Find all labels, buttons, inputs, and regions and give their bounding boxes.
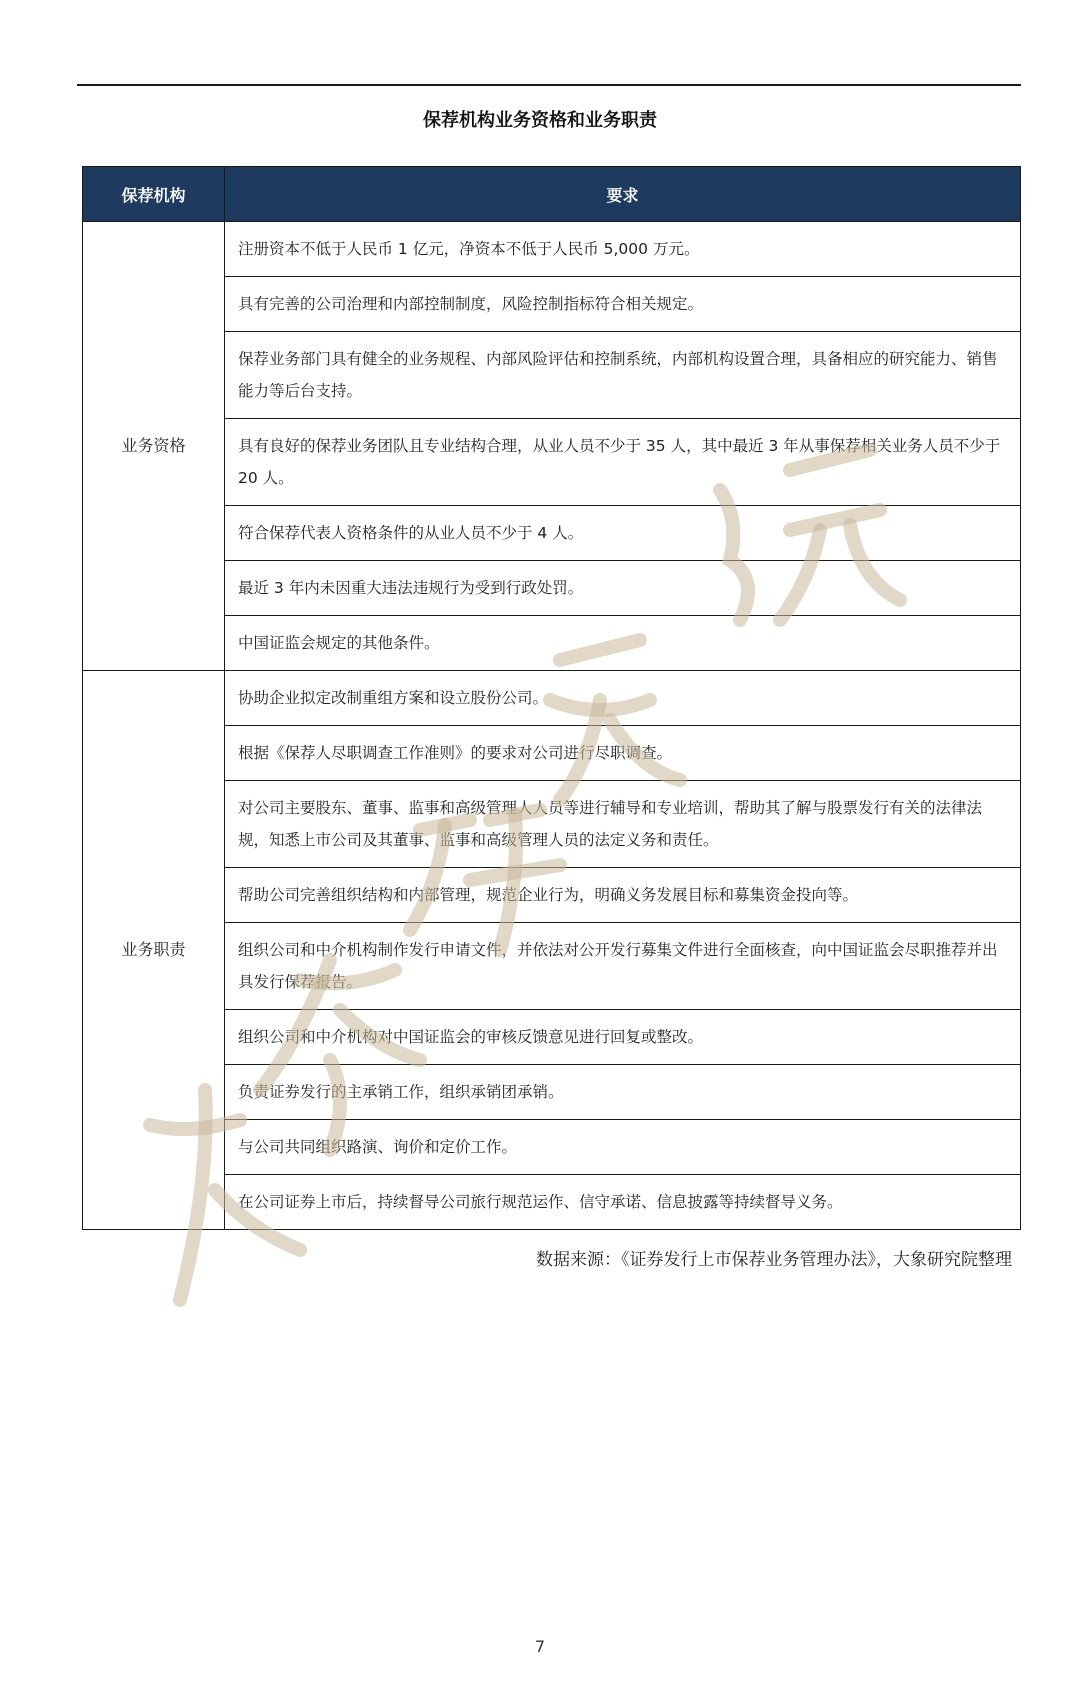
header-requirements: 要求 [225,167,1021,222]
doc-title: 保荐机构业务资格和业务职责 [423,110,657,131]
category-cell-qualification: 业务资格 [83,222,225,671]
table-header-row [83,167,1021,222]
requirements-table [82,166,1021,1230]
requirement-cell: 符合保荐代表人资格条件的从业人员不少于 4 人。 [225,506,1021,561]
requirement-cell: 保荐业务部门具有健全的业务规程、内部风险评估和控制系统，内部机构设置合理，具备相应的研究能力、销售能力等后台支持。 [225,332,1021,419]
header-institution: 保荐机构 [83,167,225,222]
requirement-cell: 组织公司和中介机构对中国证监会的审核反馈意见进行回复或整改。 [225,1010,1021,1065]
category-cell-duties: 业务职责 [83,671,225,1230]
requirement-cell: 中国证监会规定的其他条件。 [225,616,1021,671]
requirement-cell: 根据《保荐人尽职调查工作准则》的要求对公司进行尽职调查。 [225,726,1021,781]
top-rule [77,84,1021,86]
source-note: 数据来源：《证券发行上市保荐业务管理办法》，大象研究院整理 [536,1250,1012,1270]
requirement-cell: 负责证券发行的主承销工作，组织承销团承销。 [225,1065,1021,1120]
requirement-cell: 注册资本不低于人民币 1 亿元，净资本不低于人民币 5,000 万元。 [225,222,1021,277]
requirement-cell: 对公司主要股东、董事、监事和高级管理人人员等进行辅导和专业培训，帮助其了解与股票发行有关的法律法规，知悉上市公司及其董事、监事和高级管理人员的法定义务和责任。 [225,781,1021,868]
requirement-cell: 协助企业拟定改制重组方案和设立股份公司。 [225,671,1021,726]
requirement-cell: 在公司证券上市后，持续督导公司旅行规范运作、信守承诺、信息披露等持续督导义务。 [225,1175,1021,1230]
requirement-cell: 组织公司和中介机构制作发行申请文件，并依法对公开发行募集文件进行全面核查，向中国证监会尽职推荐并出具发行保荐报告。 [225,923,1021,1010]
requirement-cell: 帮助公司完善组织结构和内部管理，规范企业行为，明确义务发展目标和募集资金投向等。 [225,868,1021,923]
table-row [83,222,1021,277]
requirement-cell: 与公司共同组织路演、询价和定价工作。 [225,1120,1021,1175]
requirement-cell: 具有良好的保荐业务团队且专业结构合理，从业人员不少于 35 人，其中最近 3 年从事保荐相关业务人员不少于 20 人。 [225,419,1021,506]
table-row [83,671,1021,726]
page-number: 7 [534,1637,546,1656]
requirement-cell: 最近 3 年内未因重大违法违规行为受到行政处罚。 [225,561,1021,616]
requirement-cell: 具有完善的公司治理和内部控制制度，风险控制指标符合相关规定。 [225,277,1021,332]
